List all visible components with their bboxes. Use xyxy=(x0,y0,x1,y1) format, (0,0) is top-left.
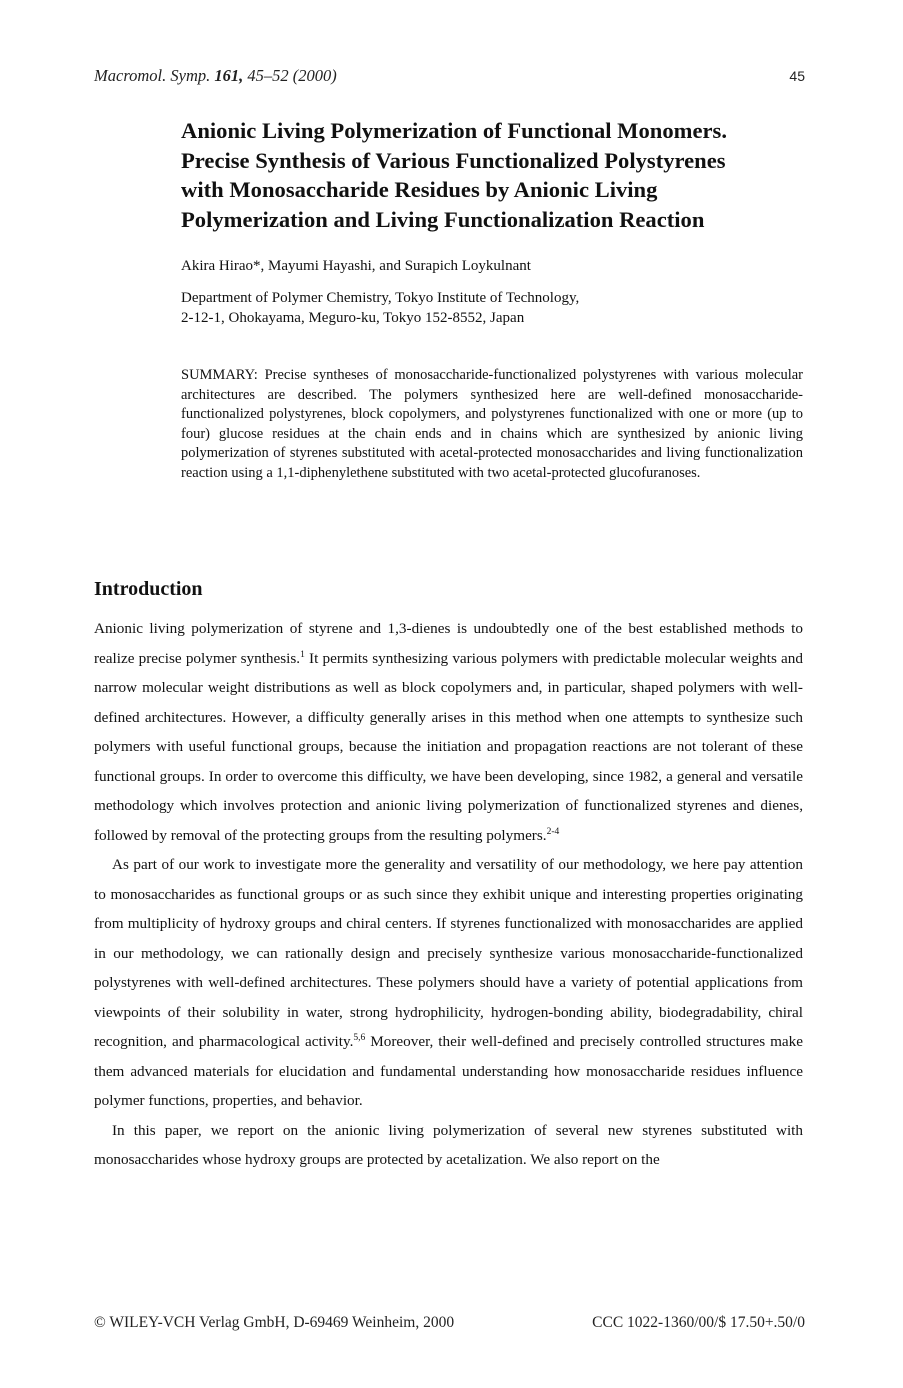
journal-name: Macromol. Symp. xyxy=(94,66,211,85)
paragraph: In this paper, we report on the anionic living polymerization of several new styrenes substituted with monosaccharides whose hydroxy groups are protected by acetalization. We also report on the xyxy=(94,1121,803,1168)
page-number: 45 xyxy=(789,68,805,84)
title-line: Precise Synthesis of Various Functionalized Polystyrenes xyxy=(181,147,726,173)
title-line: with Monosaccharide Residues by Anionic Living xyxy=(181,177,658,202)
paragraph-text: Moreover, their well-defined and precisely controlled structures make them advanced materials for elucidation and fundamental understanding how monosaccharide residues influence polymer functions, properties, and behavior. xyxy=(94,1033,803,1109)
affiliation xyxy=(181,288,579,328)
title-line: Anionic Living Polymerization of Functional Monomers. xyxy=(181,118,727,143)
introduction-body xyxy=(94,614,803,1175)
paragraph xyxy=(94,850,803,1116)
title-line: Polymerization and Living Functionalization Reaction xyxy=(181,206,705,232)
paper-title xyxy=(181,116,821,234)
affiliation-line: 2-12-1, Ohokayama, Meguro-ku, Tokyo 152-8552, Japan xyxy=(181,310,525,326)
citation-ref: 1 xyxy=(300,649,305,660)
paragraph xyxy=(94,614,803,850)
citation-ref: 2-4 xyxy=(546,826,560,837)
paragraph-text: As part of our work to investigate more the generality and versatility of our methodology, we here pay attention to monosaccharides as functional groups or as such since they exhibit unique and interesting properties originating from multiplicity of hydroxy groups and chiral centers. If styrenes functionalized with monosaccharides are applied in our methodology, we can rationally design and precisely synthesize various monosaccharide-functionalized polystyrenes with well-defined architectures. These polymers should have a variety of potential applications from viewpoints of their solubility in water, strong hydrophilicity, hydrogen-bonding ability, biodegradability, chiral recognition, and pharmacological activity. xyxy=(94,856,803,1050)
journal-volume: 161, xyxy=(214,66,244,85)
paragraph-text: Anionic living polymerization of styrene and 1,3-dienes is undoubtedly one of the best established methods to realize precise polymer synthesis. xyxy=(94,620,803,667)
paragraph-text: It permits synthesizing various polymers with predictable molecular weights and narrow molecular weight distributions as well as block copolymers and, in particular, shaped polymers with well-defined architectures. However, a difficulty generally arises in this method when one attempts to synthesize such polymers with useful functional groups, because the initiation and propagation reactions are not tolerant of these functional groups. In order to overcome this difficulty, we have been developing, since 1982, a general and versatile methodology which involves protection and anionic living polymerization of functionalized styrenes and dienes, followed by removal of the protecting groups from the resulting polymers. xyxy=(94,649,803,844)
footer-code: CCC 1022-1360/00/$ 17.50+.50/0 xyxy=(592,1314,805,1331)
citation-ref: 5,6 xyxy=(353,1033,366,1043)
journal-pages-year: 45–52 (2000) xyxy=(247,66,337,85)
running-head xyxy=(94,66,337,86)
author-list: Akira Hirao*, Mayumi Hayashi, and Surapich Loykulnant xyxy=(181,258,531,274)
section-heading-introduction: Introduction xyxy=(94,578,203,600)
affiliation-line: Department of Polymer Chemistry, Tokyo Institute of Technology, xyxy=(181,290,580,306)
summary-abstract: SUMMARY: Precise syntheses of monosaccharide-functionalized polystyrenes with various molecular architectures are described. The polymers synthesized here are well-defined monosaccharide-functionalized polystyrenes, block copolymers, and polystyrenes functionalized with one or more (up to four) glucose residues at the chain ends and in chains which are synthesized by anionic living polymerization of styrenes substituted with acetal-protected monosaccharides and living functionalization reaction using a 1,1-diphenylethene substituted with two acetal-protected glucofuranoses. xyxy=(181,367,803,481)
footer-copyright: © WILEY-VCH Verlag GmbH, D-69469 Weinheim, 2000 xyxy=(94,1314,455,1331)
